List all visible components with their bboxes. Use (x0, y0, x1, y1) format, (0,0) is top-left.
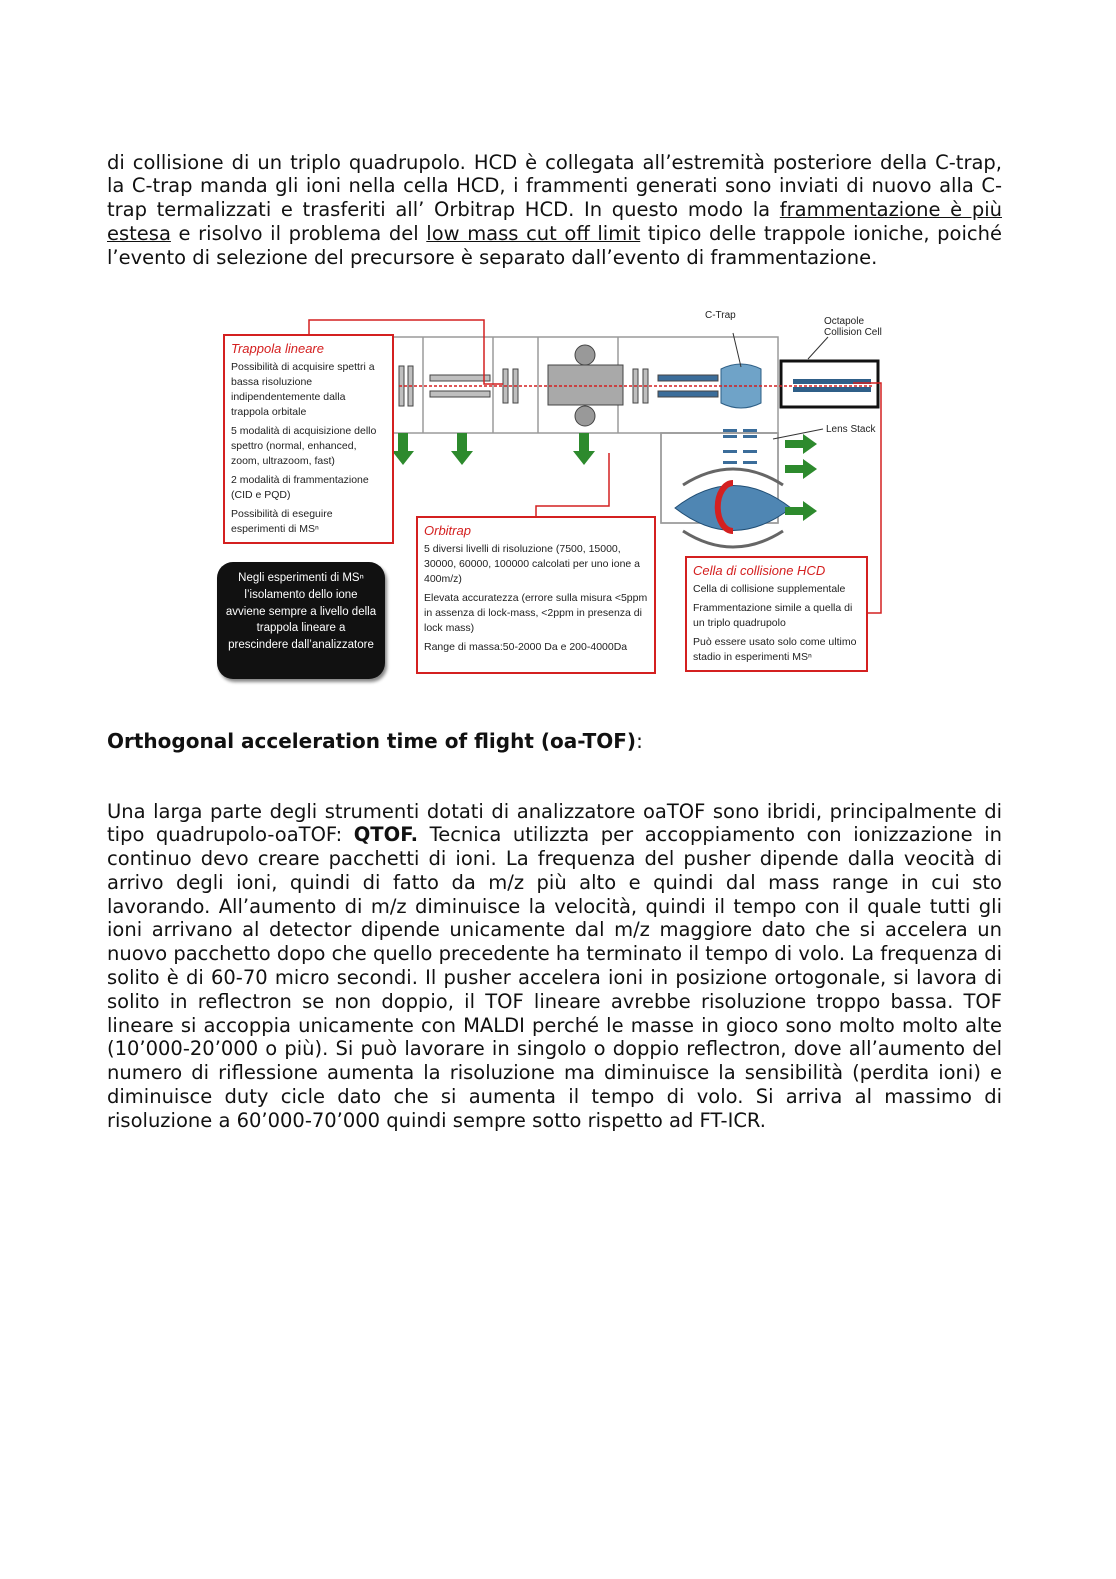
hcd-callout (685, 556, 868, 672)
underlined-phrase: low mass cut off limit (426, 221, 641, 245)
msn-note-box: Negli esperimenti di MSⁿ l’isolamento dello ione avviene sempre a livello della trappola lineare a prescindere dall’analizzatore (217, 562, 385, 679)
callout-item: Range di massa:50-2000 Da e 200-4000Da (424, 641, 628, 653)
callout-title: Orbitrap (424, 523, 471, 538)
text-run: Una larga parte degli strumenti dotati di analizzatore oaTOF sono ibridi, principalmente di tipo quadrupolo-oaTOF: (107, 799, 1002, 847)
callout-item: Cella di collisione supplementale (693, 583, 846, 595)
callout-item: 2 modalità di frammentazione (CID e PQD) (231, 474, 369, 501)
callout-item: Possibilità di eseguire esperimenti di MSⁿ (231, 508, 333, 535)
callout-item: 5 modalità di acquisizione dello spettro (normal, enhanced, zoom, ultrazoom, fast) (231, 425, 377, 467)
callout-title: Trappola lineare (231, 341, 324, 356)
octapole-label-line1: Octapole (824, 316, 865, 327)
callout-item: Possibilità di acquisire spettri a bassa risoluzione indipendentemente dalla trappola orbitale (231, 361, 375, 418)
intro-paragraph (107, 151, 1002, 270)
callout-title: Cella di collisione HCD (693, 563, 826, 578)
octapole-label-line2: Collision Cell (824, 327, 882, 338)
oatof-paragraph (107, 800, 1002, 1133)
text-run: e risolvo il problema del (170, 221, 427, 245)
lens-stack-label: Lens Stack (826, 424, 876, 435)
section-heading (107, 729, 643, 753)
text-run: Tecnica utilizzta per accoppiamento con ionizzazione in continuo devo creare pacchetti di ioni. La frequenza del pusher dipende dalla veocità di arrivo degli ioni, quindi di fatto da m/z più alto e quindi dal mass range in cui sto lavorando. All’aumento di m/z diminuisce la velocità, quindi il tempo con il quale tutti gli ioni arrivano al detector dipende unicamente dal m/z maggiore dato che si accelera un nuovo pacchetto dopo che quello precedente ha terminato il tempo di volo. La frequenza di solito è di 60-70 micro secondi. Il pusher accelera ioni in posizione ortogonale, si lavora di solito in reflectron se non doppio, il TOF lineare avrebbe risoluzione troppo bassa. TOF lineare si accoppia unicamente con MALDI perché le masse in gioco sono molto molto alte (10’000-20’000 o più). Si può lavorare in singolo o doppio reflectron, dove all’aumento del numero di riflessione aumenta la risoluzione ma diminuisce la sensibilità (perdita ioni) e diminuisce duty cicle dato che si aumenta il tempo di volo. Si arriva al massimo di risoluzione a 60’000-70’000 quindi sempre sotto rispetto ad FT-ICR. (107, 823, 1003, 1132)
linear-trap-callout (223, 334, 394, 544)
orbitrap-callout (416, 516, 656, 674)
c-trap-label: C-Trap (705, 310, 736, 321)
octapole-collision-cell (781, 337, 878, 407)
text-run: tipico delle trappole ioniche, poiché l’evento di selezione del precursore è separato dall’evento di frammentazione. (107, 221, 1002, 269)
text-run: di collisione di un triplo quadrupolo. HCD è collegata all’estremità posteriore della C-trap, la C-trap manda gli ioni nella cella HCD, i frammenti generati sono inviati di nuovo alla C-trap termalizzati e trasferiti all’ Orbitrap HCD. In questo modo la (107, 150, 1002, 222)
heading-text: Orthogonal acceleration time of flight (oa-TOF) (107, 729, 637, 753)
c-trap-shape (721, 333, 761, 408)
callout-item: Frammentazione simile a quella di un triplo quadrupolo (693, 602, 853, 629)
underlined-phrase: frammentazione è più estesa (107, 198, 1002, 245)
bold-term: QTOF. (353, 823, 419, 847)
orbitrap-shape (675, 469, 791, 547)
orbitrap-instrument-figure (213, 303, 893, 688)
callout-item: 5 diversi livelli di risoluzione (7500, 15000, 30000, 60000, 100000 calcolati per uno ione a 400m/z) (424, 543, 641, 585)
heading-colon: : (636, 729, 643, 753)
callout-item: Può essere usato solo come ultimo stadio in esperimenti MSⁿ (693, 636, 857, 663)
callout-item: Elevata accuratezza (errore sulla misura <5ppm in assenza di lock-mass, <2ppm in presenza di lock mass) (424, 592, 648, 634)
